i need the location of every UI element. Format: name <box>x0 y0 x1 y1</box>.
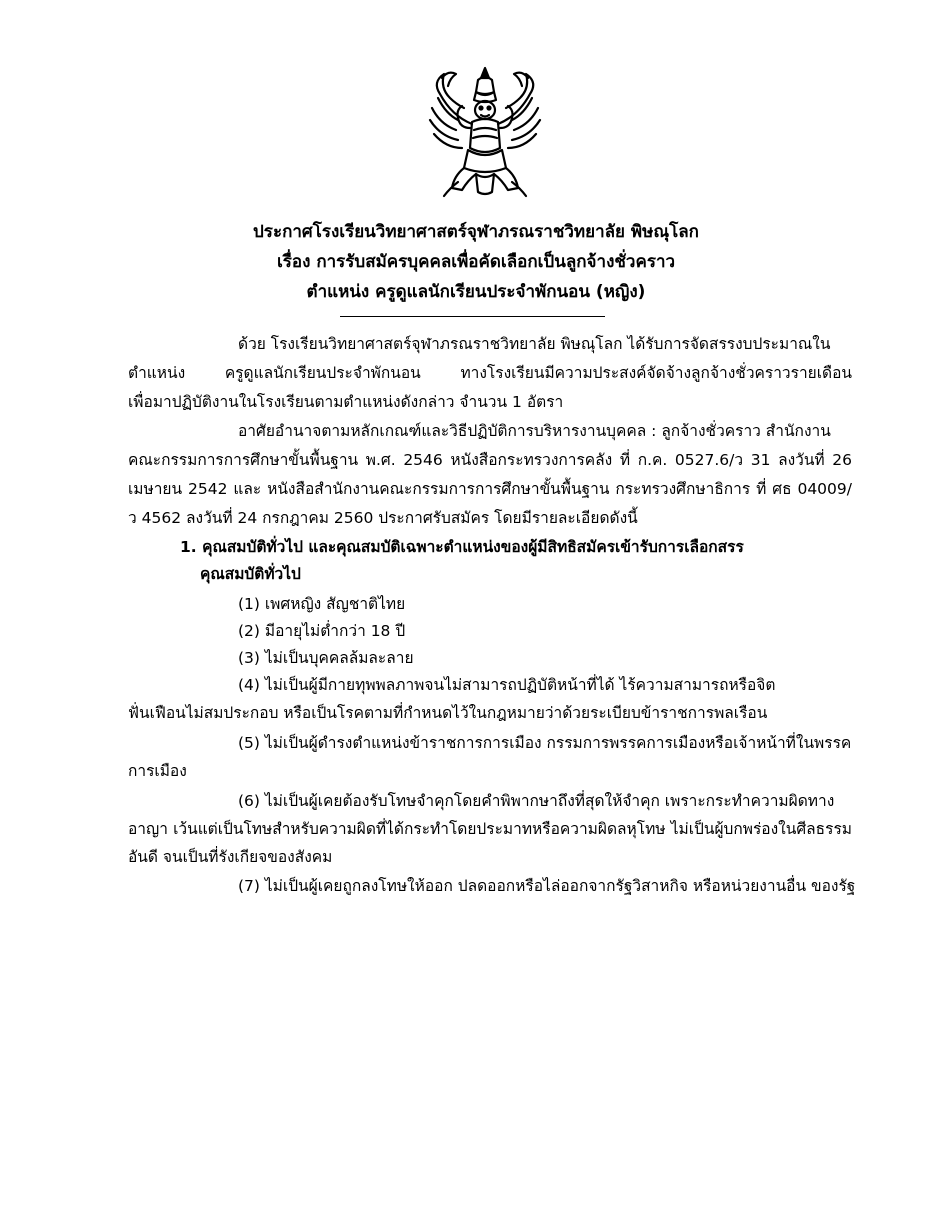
list-item: (7) ไม่เป็นผู้เคยถูกลงโทษให้ออก ปลดออกหรือไล่ออกจากรัฐวิสาหกิจ หรือหน่วยงานอื่น ของรัฐ <box>238 877 856 895</box>
list-item: (4) ไม่เป็นผู้มีกายทุพพลภาพจนไม่สามารถปฏิบัติหน้าที่ได้ ไร้ความสามารถหรือจิต <box>238 676 776 694</box>
list-item-continuation: อันดี จนเป็นที่รังเกียจของสังคม <box>128 848 333 866</box>
paragraph-1-line-3: เพื่อมาปฏิบัติงานในโรงเรียนตามตำแหน่งดังกล่าว จำนวน 1 อัตรา <box>128 393 564 411</box>
list-item-continuation: การเมือง <box>128 762 187 780</box>
list-item: (2) มีอายุไม่ต่ำกว่า 18 ปี <box>238 622 406 640</box>
announcement-position: ตำแหน่ง ครูดูแลนักเรียนประจำพักนอน (หญิง) <box>306 282 646 302</box>
paragraph-2-line-2: คณะกรรมการการศึกษาขั้นพื้นฐาน พ.ศ. 2546 หนังสือกระทรวงการคลัง ที่ ก.ค. 0527.6/ว 31 ลงวันที่ 26 <box>128 451 852 469</box>
paragraph-2-line-4: ว 4562 ลงวันที่ 24 กรกฎาคม 2560 ประกาศรับสมัคร โดยมีรายละเอียดดังนี้ <box>128 509 638 527</box>
paragraph-1-line-2: ตำแหน่ง ครูดูแลนักเรียนประจำพักนอน ทางโรงเรียนมีความประสงค์จัดจ้างลูกจ้างชั่วคราวรายเดือน <box>128 364 852 382</box>
paragraph-2-line-1: อาศัยอำนาจตามหลักเกณฑ์และวิธีปฏิบัติการบริหารงานบุคคล : ลูกจ้างชั่วคราว สำนักงาน <box>238 422 831 440</box>
paragraph-1-line-1: ด้วย โรงเรียนวิทยาศาสตร์จุฬาภรณราชวิทยาลัย พิษณุโลก ได้รับการจัดสรรงบประมาณใน <box>238 335 831 353</box>
garuda-emblem-icon <box>418 64 552 200</box>
list-item-continuation: อาญา เว้นแต่เป็นโทษสำหรับความผิดที่ได้กระทำโดยประมาทหรือความผิดลหุโทษ ไม่เป็นผู้บกพร่องในศีลธรรม <box>128 820 852 838</box>
section-1-subheading: คุณสมบัติทั่วไป <box>200 565 301 583</box>
announcement-subject: เรื่อง การรับสมัครบุคคลเพื่อคัดเลือกเป็นลูกจ้างชั่วคราว <box>276 252 676 272</box>
list-item: (5) ไม่เป็นผู้ดำรงตำแหน่งข้าราชการการเมือง กรรมการพรรคการเมืองหรือเจ้าหน้าที่ในพรรค <box>238 734 852 752</box>
list-item-continuation: ฟั่นเฟือนไม่สมประกอบ หรือเป็นโรคตามที่กำหนดไว้ในกฎหมายว่าด้วยระเบียบข้าราชการพลเรือน <box>128 704 768 722</box>
title-divider <box>340 316 605 317</box>
list-item: (3) ไม่เป็นบุคคลล้มละลาย <box>238 649 414 667</box>
paragraph-2-line-3: เมษายน 2542 และ หนังสือสำนักงานคณะกรรมการการศึกษาขั้นพื้นฐาน กระทรวงศึกษาธิการ ที่ ศธ 04009/ <box>128 480 852 498</box>
list-item: (1) เพศหญิง สัญชาติไทย <box>238 595 406 613</box>
list-item: (6) ไม่เป็นผู้เคยต้องรับโทษจำคุกโดยคำพิพากษาถึงที่สุดให้จำคุก เพราะกระทำความผิดทาง <box>238 792 835 810</box>
announcement-title: ประกาศโรงเรียนวิทยาศาสตร์จุฬาภรณราชวิทยาลัย พิษณุโลก <box>253 222 699 242</box>
section-1-heading: 1. คุณสมบัติทั่วไป และคุณสมบัติเฉพาะตำแหน่งของผู้มีสิทธิสมัครเข้ารับการเลือกสรร <box>180 538 744 556</box>
